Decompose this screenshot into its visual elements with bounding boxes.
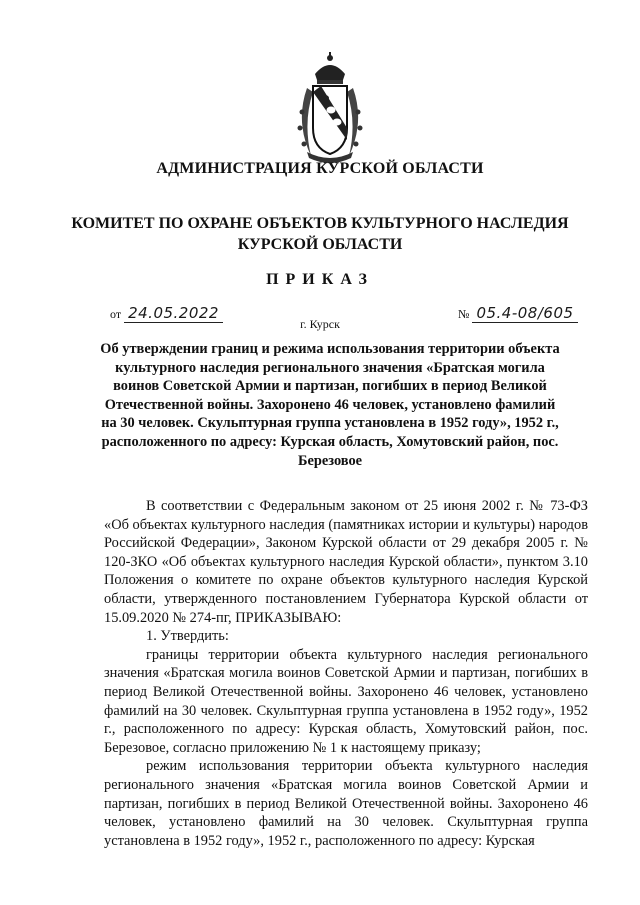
administration-title: АДМИНИСТРАЦИЯ КУРСКОЙ ОБЛАСТИ [156, 160, 484, 177]
order-body [104, 497, 588, 850]
body-paragraph-usage-regime: режим использования территории объекта культурного наследия регионального значения «Братская могила воинов Советской Армии и партизан, погибших в период Великой Отечественной войны. Захоронено 46 человек, установлено фамилий на 30 человек. Скульптурная группа установлена в 1952 году», 1952 г., расположенного по адресу: Курская [104, 758, 588, 849]
document-type-heading: ПРИКАЗ [266, 271, 374, 288]
committee-title-line2: КУРСКОЙ ОБЛАСТИ [237, 236, 403, 253]
city-label: г. Курск [300, 317, 340, 331]
body-paragraph-legal-basis: В соответствии с Федеральным законом от 25 июня 2002 г. № 73-ФЗ «Об объектах культурного наследия (памятниках истории и культуры) народов Российской Федерации», Законом Курской области от 29 декабря 2005 г. № 120-ЗКО «Об объектах культурного наследия Курской области», пунктом 3.10 Положения о комитете по охране объектов культурного наследия Курской области, утвержденного постановлением Губернатора Курской области от 15.09.2020 № 274-пг, ПРИКАЗЫВАЮ: [104, 498, 588, 626]
committee-title-line1: КОМИТЕТ ПО ОХРАНЕ ОБЪЕКТОВ КУЛЬТУРНОГО НАСЛЕДИЯ [71, 215, 569, 232]
date-prefix: от [110, 307, 122, 321]
handwritten-number: 05.4-08/605 [472, 304, 577, 323]
body-paragraph-boundaries: границы территории объекта культурного наследия регионального значения «Братская могила воинов Советской Армии и партизан, погибших в период Великой Отечественной войны. Захоронено 46 человек, установлено фамилий на 30 человек. Скульптурная группа установлена в 1952 году», 1952 г., расположенного по адресу: Курская область, Хомутовский район, пос. Березовое, согласно приложению № 1 к настоящему приказу; [104, 646, 588, 756]
number-prefix: № [458, 307, 470, 321]
handwritten-date: 24.05.2022 [124, 304, 223, 323]
order-subject-title: Об утверждении границ и режима использования территории объекта культурного наследия регионального значения «Братская могила воинов Советской Армии и партизан, погибших в период Великой Отечественной войны. Захоронено 46 человек, установлено фамилий на 30 человек. Скульптурная группа установлена в 1952 году», 1952 г., расположенного по адресу: Курская область, Хомутовский район, пос. Березовое [100, 341, 560, 469]
body-paragraph-approve: 1. Утвердить: [146, 628, 229, 645]
kursk-coat-of-arms-icon [293, 52, 367, 164]
committee-title [0, 213, 640, 255]
